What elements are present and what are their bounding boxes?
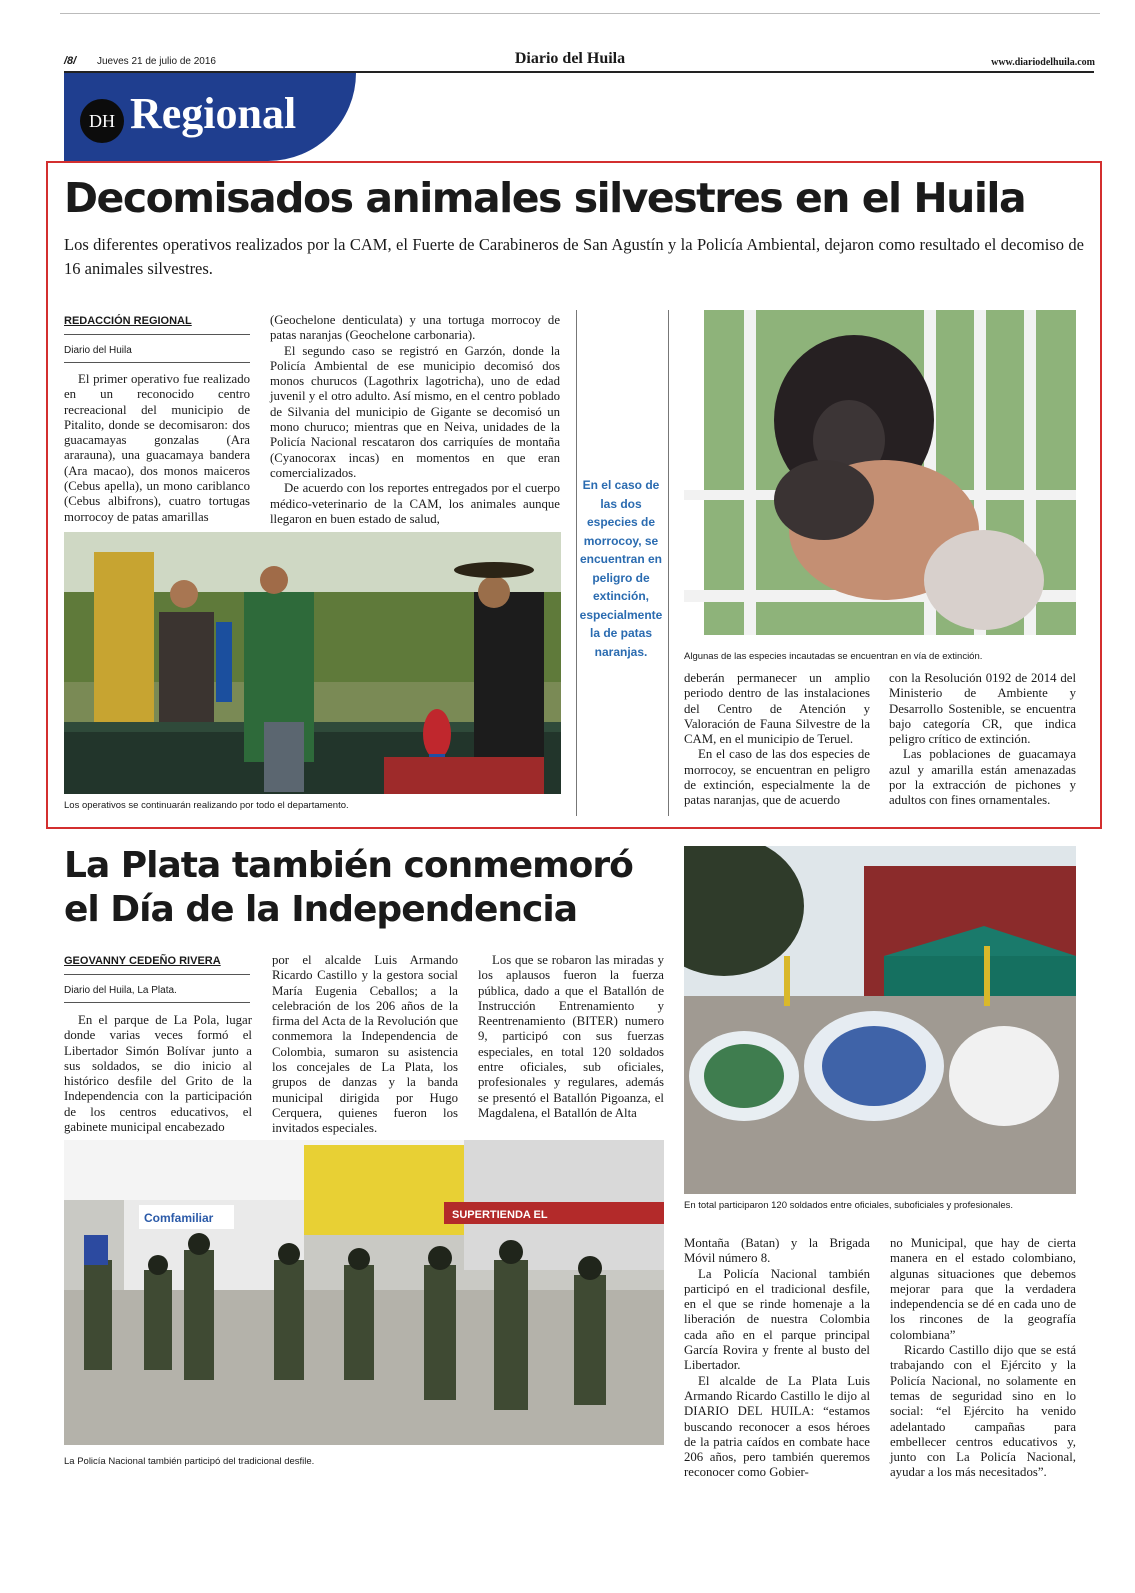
comfamiliar-sign: Comfamiliar xyxy=(144,1211,214,1225)
article1-column-2 xyxy=(270,313,560,527)
paragraph: En el caso de las dos especies de morrocoy, se encuentran en peligro de extinción, especialmente la de patas naranjas, que de acuerdo xyxy=(684,747,870,808)
section-title: Regional xyxy=(130,89,297,138)
byline-rule xyxy=(64,974,250,975)
byline-rule xyxy=(64,334,250,335)
paragraph: no Municipal, que hay de cierta manera en el estado colombiano, algunas situaciones que debemos mejorar para que la verdadera independencia se dé en cada uno de los rincones de la geografía colombiana” xyxy=(890,1236,1076,1342)
issue-date: Jueves 21 de julio de 2016 xyxy=(97,56,216,67)
paragraph: De acuerdo con los reportes entregados por el cuerpo médico-veterinario de la CAM, los animales aunque llegaron en buen estado de salud, xyxy=(270,481,560,526)
parrots-caption: Los operativos se continuarán realizando por todo el departamento. xyxy=(64,800,349,811)
article2-source: Diario del Huila, La Plata. xyxy=(64,985,177,996)
article2-byline: GEOVANNY CEDEÑO RIVERA xyxy=(64,955,221,967)
monkey-caption: Algunas de las especies incautadas se encuentran en vía de extinción. xyxy=(684,651,983,662)
top-rule xyxy=(60,13,1100,14)
paragraph: (Geochelone denticulata) y una tortuga morrocoy de patas naranjas (Geochelone carbonaria). xyxy=(270,313,560,343)
column-rule xyxy=(668,310,669,816)
paragraph: La Policía Nacional también participó en el tradicional desfile, en el que se rinde homenaje a la liberación de nuestra Colombia cada año en el parque principal García Rovira y frente al busto del Libertador. xyxy=(684,1266,870,1373)
monkey-photo xyxy=(684,310,1076,635)
article1-column-1 xyxy=(64,372,250,525)
article1-column-3 xyxy=(684,671,870,809)
article1-byline: REDACCIÓN REGIONAL xyxy=(64,315,192,327)
article1-source: Diario del Huila xyxy=(64,345,132,356)
newspaper-url: www.diariodelhuila.com xyxy=(991,57,1095,68)
paragraph: Montaña (Batan) y la Brigada Móvil número 8. xyxy=(684,1236,870,1266)
soldiers-photo xyxy=(64,1140,664,1445)
article1-lede: Los diferentes operativos realizados por la CAM, el Fuerte de Carabineros de San Agustín y la Policía Ambiental, dejaron como resultado el decomiso de 16 animales silvestres. xyxy=(64,235,1084,278)
dancers-photo xyxy=(684,846,1076,1194)
paragraph: En el parque de La Pola, lugar donde varias veces formó el Libertador Simón Bolívar junto a sus soldados, se dio inicio al histórico desfile del Grito de la Independencia con la participación de los centros educativos, el gabinete municipal encabezado xyxy=(64,1013,252,1135)
newspaper-name: Diario del Huila xyxy=(514,50,626,67)
article2-column-3 xyxy=(478,953,664,1121)
dh-logo: DH xyxy=(80,99,124,143)
paragraph: El primer operativo fue realizado en un reconocido centro recreacional del municipio de Pitalito, donde se decomisaron: dos guacamayas gonzalas (Ara ararauna), una guacamaya bandera (Ara macao), dos monos maiceros (Cebus apella), un mono cariblanco (Cebus albifrons), cuatro tortugas morrocoy de patas amarillas xyxy=(64,372,250,524)
article2-column-4 xyxy=(684,1236,870,1481)
article2-column-2 xyxy=(272,953,458,1137)
article1-headline: Decomisados animales silvestres en el Huila xyxy=(64,174,1026,222)
paragraph: deberán permanecer un amplio periodo dentro de las instalaciones del Centro de Atención y Valoración de Fauna Silvestre de la CAM, en el municipio de Teruel. xyxy=(684,671,870,747)
column-rule xyxy=(576,310,577,816)
paragraph: por el alcalde Luis Armando Ricardo Castillo y la gestora social María Eugenia Ceballos; a la celebración de los 206 años de la firma del Acta de la Revolución que conmemora la Independencia de Colombia, sumaron su asistencia los concejales de La Plata, los grupos de danzas y la banda municipal dirigida por Hugo Cerquera, quienes fueron los invitados especiales. xyxy=(272,953,458,1136)
dancers-caption: En total participaron 120 soldados entre oficiales, suboficiales y profesionales. xyxy=(684,1200,1013,1211)
article1-column-4 xyxy=(889,671,1076,809)
article2-column-5 xyxy=(890,1236,1076,1481)
page-number: /8/ xyxy=(64,55,77,67)
paragraph: Los que se robaron las miradas y los aplausos fueron la fuerza pública, dado a que el Batallón de Instrucción Entrenamiento y Reentrenamiento (BITER) numero 9, participó con sus fuerzas especiales, en total 120 soldados entre oficiales, sub oficiales, profesionales y regulares, además se presentó el Batallón Pigoanza, el Magdalena, el Batallón de Alta xyxy=(478,953,664,1120)
paragraph: El segundo caso se registró en Garzón, donde la Policía Ambiental de ese municipio decomisó dos monos churucos (Lagothrix lagotricha), uno de edad juvenil y el otro adulto. Así mismo, en el centro poblado de Silvania del municipio de Gigante se decomisó un mono churuco; mientras que en Neiva, unidades de la Policía Nacional rescataron dos carriquíes de montaña (Cyanocorax incas) en momentos en que eran comercializados. xyxy=(270,343,560,480)
paragraph: con la Resolución 0192 de 2014 del Ministerio de Ambiente y Desarrollo Sostenible, se encuentra bajo categoría CR, que indica peligro crítico de extinción. xyxy=(889,671,1076,747)
article2-column-1 xyxy=(64,1013,252,1135)
soldiers-caption: La Policía Nacional también participó del tradicional desfile. xyxy=(64,1456,315,1467)
paragraph: Ricardo Castillo dijo que se está trabajando con el Ejército y la Policía Nacional, no solamente en temas de seguridad sino en lo social: “el Ejército ha venido adelantado campañas para embellecer centros educativos y, junto con La Policía Nacional, ayudar a los más necesitados”. xyxy=(890,1343,1076,1480)
paragraph: Las poblaciones de guacamaya azul y amarilla están amenazadas por la extracción de pichones y adultos con fines ornamentales. xyxy=(889,747,1076,808)
shop-sign: SUPERTIENDA EL xyxy=(452,1209,548,1221)
source-rule xyxy=(64,362,250,363)
paragraph: El alcalde de La Plata Luis Armando Ricardo Castillo le dijo al DIARIO DEL HUILA: “estamos buscando reconocer a esos héroes de la patria caídos en combate hace 206 años, pero también queremos reconocer como Gobier- xyxy=(684,1373,870,1480)
source-rule xyxy=(64,1002,250,1003)
parrots-photo xyxy=(64,532,561,794)
pull-quote: En el caso de las dos especies de morrocoy, se encuentran en peligro de extinción, especialmente la de patas naranjas. xyxy=(579,478,663,659)
article2-headline: La Plata también conmemoró el Día de la Independencia xyxy=(64,845,633,930)
